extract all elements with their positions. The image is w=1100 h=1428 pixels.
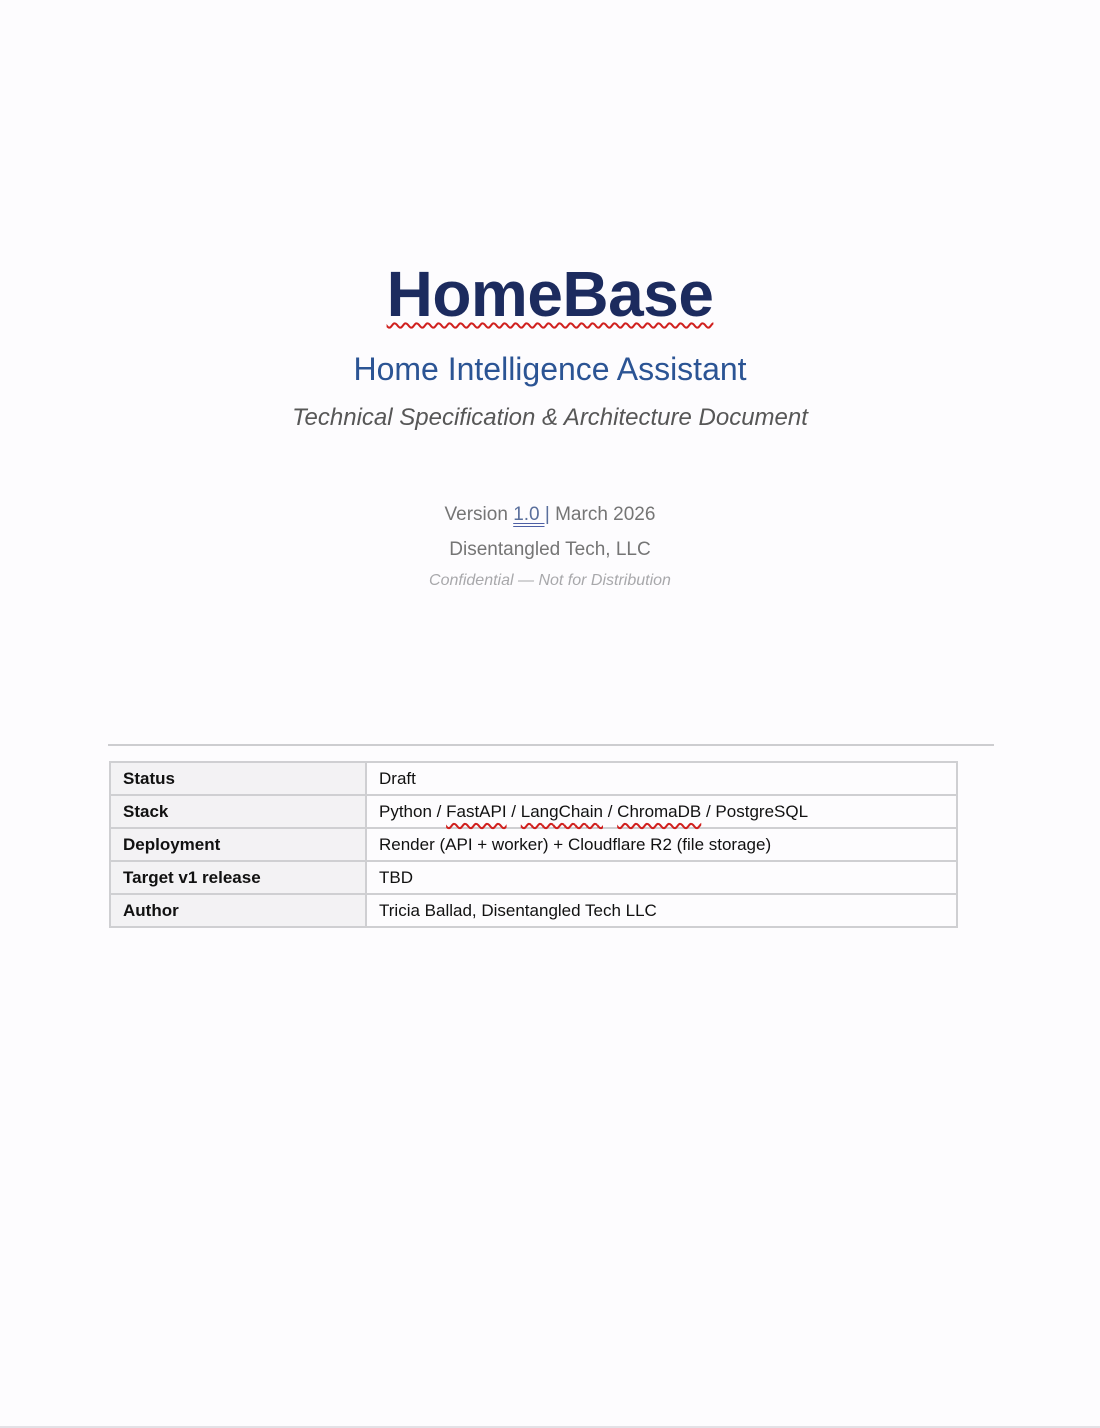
row-label: Author (110, 894, 366, 927)
stack-postgresql: / PostgreSQL (701, 801, 809, 821)
row-value: TBD (366, 861, 957, 894)
stack-langchain: LangChain (520, 801, 603, 821)
row-label: Deployment (110, 828, 366, 861)
stack-python: Python / (379, 801, 447, 821)
row-value: Render (API + worker) + Cloudflare R2 (file storage) (366, 828, 957, 861)
table-row (110, 828, 957, 861)
stack-chromadb: ChromaDB (617, 801, 702, 821)
version-number: 1.0 | (513, 504, 550, 525)
company-name: Disentangled Tech, LLC (449, 539, 651, 560)
version-line (0, 502, 1100, 528)
document-subtitle: Home Intelligence Assistant (353, 351, 747, 387)
row-label: Target v1 release (110, 861, 366, 894)
row-label: Status (110, 762, 366, 795)
row-value: Draft (366, 762, 957, 795)
row-value (366, 795, 957, 828)
version-date: March 2026 (549, 504, 656, 525)
row-value: Tricia Ballad, Disentangled Tech LLC (366, 894, 957, 927)
confidentiality-notice: Confidential — Not for Distribution (429, 572, 671, 589)
stack-fastapi: FastAPI (446, 801, 507, 821)
stack-separator: / (506, 801, 521, 821)
document-type: Technical Specification & Architecture Document (292, 404, 808, 431)
table-row (110, 762, 957, 795)
table-row (110, 894, 957, 927)
version-prefix: Version (444, 504, 514, 525)
metadata-table (109, 761, 958, 928)
stack-separator: / (603, 801, 618, 821)
table-row (110, 861, 957, 894)
table-row (110, 795, 957, 828)
title-text: HomeBase (386, 258, 714, 330)
horizontal-rule (108, 744, 994, 746)
document-title (0, 254, 1100, 334)
row-label: Stack (110, 795, 366, 828)
